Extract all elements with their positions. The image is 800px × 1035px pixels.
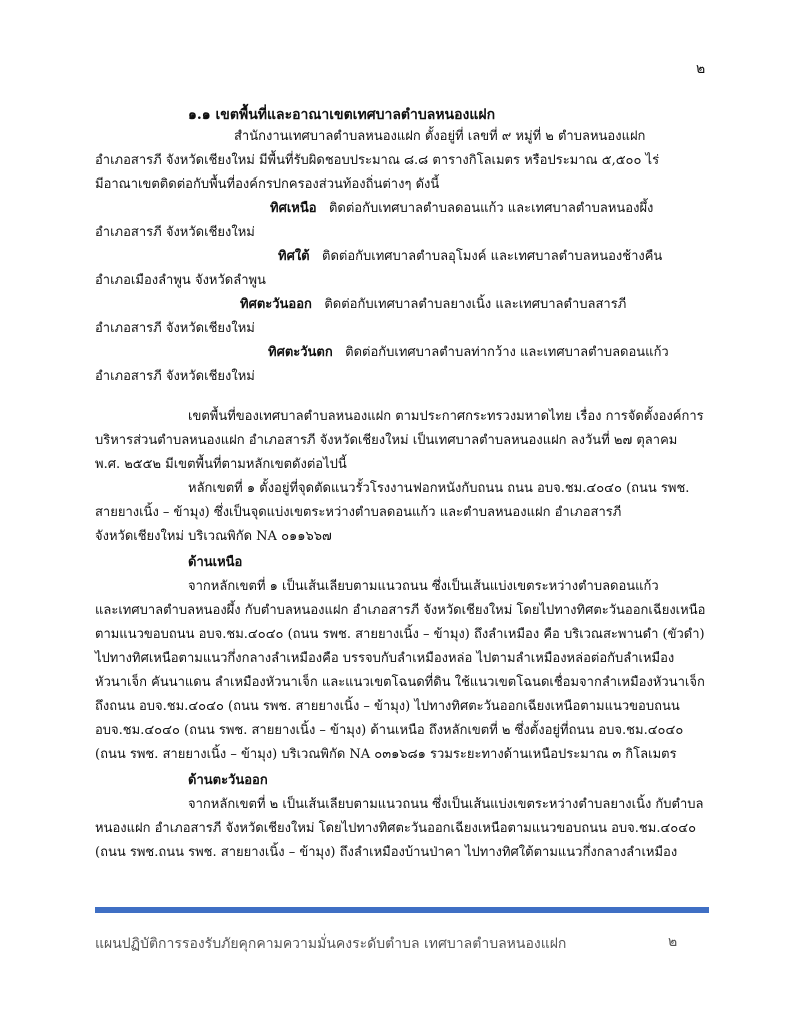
boundary-south [278,246,662,268]
north-line: (ถนน รพช. สายยางเนิ้ง – ข้ามุง) บริเวณพิกัด NA ๐๓๑๖๘๑ รวมระยะทางด้านเหนือประมาณ ๓ กิโลเมตร [95,747,677,762]
north-line: อบจ.ชม.๔๐๔๐ (ถนน รพช. สายยางเนิ้ง – ข้ามุง) ด้านเหนือ ถึงหลักเขตที่ ๒ ซึ่งตั้งอยู่ที่ถนน อบจ.ชม.๔๐๔๐ [95,723,684,738]
north-line: จากหลักเขตที่ ๑ เป็นเส้นเลียบตามแนวถนน ซึ่งเป็นเส้นแบ่งเขตระหว่างตำบลดอนแก้ว [188,579,659,594]
area-line: พ.ศ. ๒๕๕๒ มีเขตพื้นที่ตามหลักเขตดังต่อไปนี้ [95,457,347,472]
boundary-text: ติดต่อกับเทศบาลตำบลดอนแก้ว และเทศบาลตำบลหนองผึ้ง [328,201,654,216]
intro-line: อำเภอสารภี จังหวัดเชียงใหม่ มีพื้นที่รับผิดชอบประมาณ ๘.๘ ตารางกิโลเมตร หรือประมาณ ๕,๕๐๐ ไร่ [95,153,660,168]
boundary-text: ติดต่อกับเทศบาลตำบลยางเนิ้ง และเทศบาลตำบลสารภี [324,297,627,312]
north-line: ตามแนวขอบถนน อบจ.ชม.๔๐๔๐ (ถนน รพช. สายยางเนิ้ง – ข้ามุง) ถึงลำเหมือง คือ บริเวณสะพานดำ (ขัวดำ) [95,627,705,642]
footer-title: แผนปฏิบัติการรองรับภัยคุกคามความมั่นคงระดับตำบล เทศบาลตำบลหนองแฝก [95,936,567,952]
east-line: จากหลักเขตที่ ๒ เป็นเส้นเลียบตามแนวถนน ซึ่งเป็นเส้นแบ่งเขตระหว่างตำบลยางเนิ้ง กับตำบล [188,797,704,812]
boundary-west [268,342,669,364]
footer-page-number: ๒ [668,934,678,950]
north-heading: ด้านเหนือ [188,555,243,570]
east-line: หนองแฝก อำเภอสารภี จังหวัดเชียงใหม่ โดยไปทางทิศตะวันออกเฉียงเหนือตามแนวขอบถนน อบจ.ชม.๔๐๔๐ [95,821,697,836]
marker-line: จังหวัดเชียงใหม่ บริเวณพิกัด NA ๐๑๑๖๖๗ [95,529,332,544]
intro-line: สำนักงานเทศบาลตำบลหนองแฝก ตั้งอยู่ที่ เลขที่ ๙ หมู่ที่ ๒ ตำบลหนองแฝก [234,129,646,144]
boundary-cont: อำเภอสารภี จังหวัดเชียงใหม่ [95,225,255,240]
marker-line: สายยางเนิ้ง – ข้ามุง) ซึ่งเป็นจุดแบ่งเขตระหว่างตำบลดอนแก้ว และตำบลหนองแฝก อำเภอสารภี [95,505,622,520]
boundary-cont: อำเภอเมืองลำพูน จังหวัดลำพูน [95,273,266,288]
boundary-cont: อำเภอสารภี จังหวัดเชียงใหม่ [95,369,255,384]
east-heading: ด้านตะวันออก [188,773,268,788]
area-line: เขตพื้นที่ของเทศบาลตำบลหนองแฝก ตามประกาศกระทรวงมหาดไทย เรื่อง การจัดตั้งองค์การ [188,409,704,424]
boundary-label: ทิศเหนือ [270,201,317,216]
north-line: หัวนาเจ็ก คันนาแดน ลำเหมืองหัวนาเจ็ก และแนวเขตโฉนดที่ดิน ใช้แนวเขตโฉนดเชื่อมจากลำเหมืองหัวนาเจ็ก [95,675,705,690]
north-line: ไปทางทิศเหนือตามแนวกึ่งกลางลำเหมืองคือ บรรจบกับลำเหมืองหล่อ ไปตามลำเหมืองหล่อต่อกับลำเหมือง [95,651,675,666]
north-line: ถึงถนน อบจ.ชม.๔๐๔๐ (ถนน รพช. สายยางเนิ้ง – ข้ามุง) ไปทางทิศตะวันออกเฉียงเหนือตามแนวขอบถนน [95,699,680,714]
marker-line: หลักเขตที่ ๑ ตั้งอยู่ที่จุดตัดแนวรั้วโรงงานฟอกหนังกับถนน ถนน อบจ.ชม.๔๐๔๐ (ถนน รพช. [188,481,690,496]
boundary-label: ทิศใต้ [278,249,310,264]
boundary-text: ติดต่อกับเทศบาลตำบลท่ากว้าง และเทศบาลตำบลดอนแก้ว [345,345,669,360]
area-line: บริหารส่วนตำบลหนองแฝก อำเภอสารภี จังหวัดเชียงใหม่ เป็นเทศบาลตำบลหนองแฝก ลงวันที่ ๒๗ ตุลาคม [95,433,678,448]
boundary-label: ทิศตะวันออก [240,297,312,312]
boundary-cont: อำเภอสารภี จังหวัดเชียงใหม่ [95,321,255,336]
section-heading: ๑.๑ เขตพื้นที่และอาณาเขตเทศบาลตำบลหนองแฝก [188,107,496,123]
footer-rule [95,907,709,913]
east-line: (ถนน รพช.ถนน รพช. สายยางเนิ้ง – ข้ามุง) ถึงลำเหมืองบ้านป่าคา ไปทางทิศใต้ตามแนวกึ่งกลางลำเหมือง [95,845,678,860]
boundary-label: ทิศตะวันตก [268,345,333,360]
intro-line: มีอาณาเขตติดต่อกับพื้นที่องค์กรปกครองส่วนท้องถิ่นต่างๆ ดังนี้ [95,177,440,192]
page-number: ๒ [696,61,706,77]
north-line: และเทศบาลตำบลหนองผึ้ง กับตำบลหนองแฝก อำเภอสารภี จังหวัดเชียงใหม่ โดยไปทางทิศตะวันออกเฉียงเหนือ [95,603,706,618]
boundary-north [270,198,653,220]
boundary-text: ติดต่อกับเทศบาลตำบลอุโมงค์ และเทศบาลตำบลหนองช้างคืน [322,249,663,264]
boundary-east [240,294,626,316]
